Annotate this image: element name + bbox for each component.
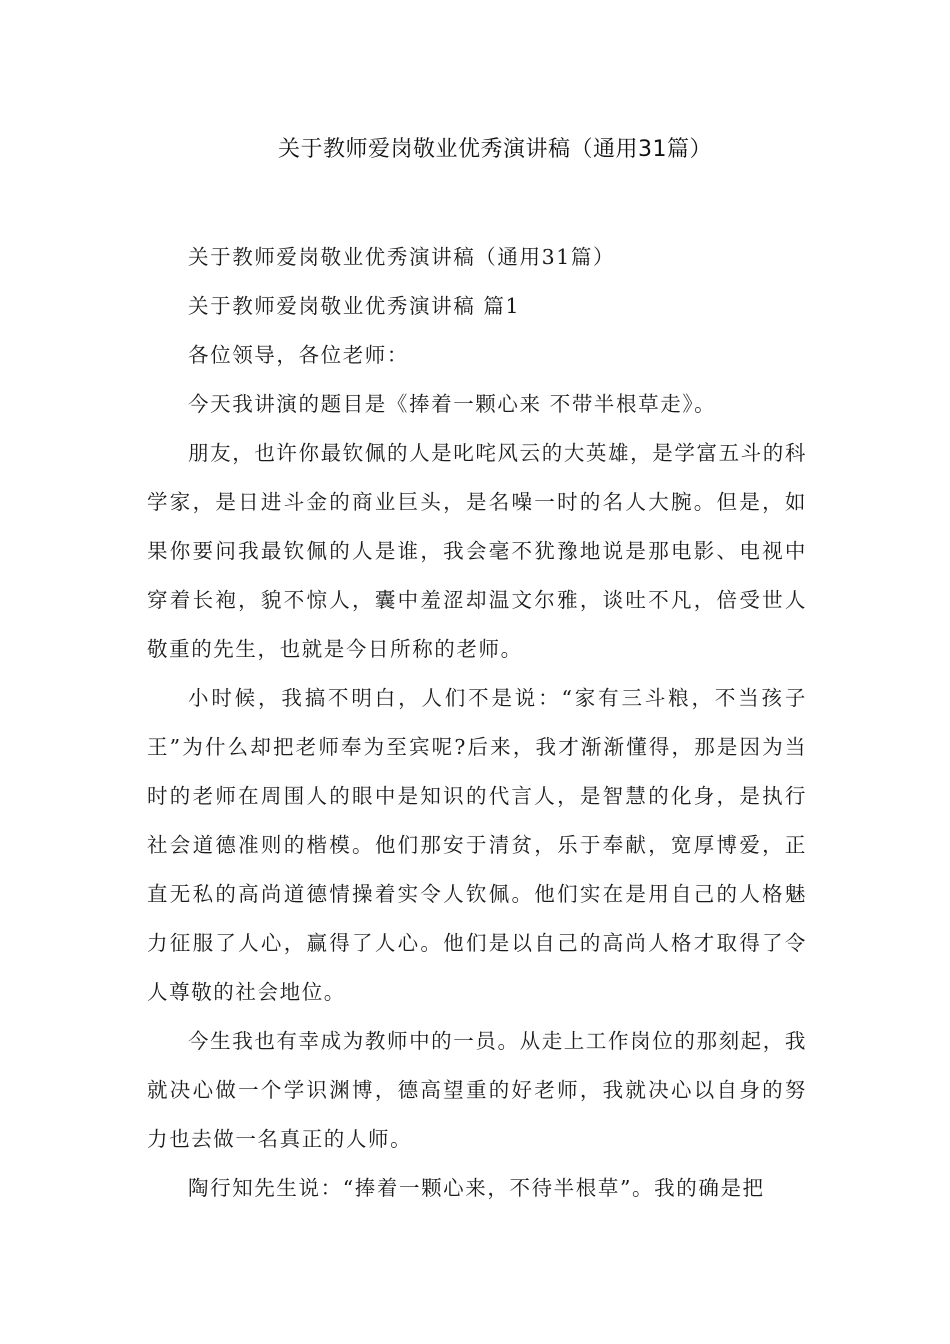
document-body [147, 233, 807, 1213]
paragraph-body: 今生我也有幸成为教师中的一员。从走上工作岗位的那刻起，我就决心做一个学识渊博，德高望重的好老师，我就决心以自身的努力也去做一名真正的人师。 [147, 1029, 807, 1151]
paragraph-subtitle: 关于教师爱岗敬业优秀演讲稿（通用31篇） [188, 245, 616, 269]
document-title: 关于教师爱岗敬业优秀演讲稿（通用31篇） [278, 137, 712, 162]
paragraph-body: 朋友，也许你最钦佩的人是叱咤风云的大英雄，是学富五斗的科学家，是日进斗金的商业巨头，是名噪一时的名人大腕。但是，如果你要问我最钦佩的人是谁，我会毫不犹豫地说是那电影、电视中穿着长袍，貌不惊人，囊中羞涩却温文尔雅，谈吐不凡，倍受世人敬重的先生，也就是今日所称的老师。 [147, 441, 807, 661]
paragraph-salutation: 各位领导，各位老师： [188, 343, 409, 367]
paragraph-section-heading: 关于教师爱岗敬业优秀演讲稿 篇1 [188, 294, 521, 318]
paragraph-body: 陶行知先生说：“捧着一颗心来，不待半根草”。我的确是把 [188, 1176, 765, 1200]
paragraph-topic: 今天我讲演的题目是《捧着一颗心来 不带半根草走》。 [188, 392, 717, 416]
paragraph-body: 小时候，我搞不明白，人们不是说：“家有三斗粮，不当孩子王”为什么却把老师奉为至宾呢?后来，我才渐渐懂得，那是因为当时的老师在周围人的眼中是知识的代言人，是智慧的化身，是执行社会道德准则的楷模。他们那安于清贫，乐于奉献，宽厚博爱，正直无私的高尚道德情操着实令人钦佩。他们实在是用自己的人格魅力征服了人心，赢得了人心。他们是以自己的高尚人格才取得了令人尊敬的社会地位。 [147, 686, 807, 1004]
